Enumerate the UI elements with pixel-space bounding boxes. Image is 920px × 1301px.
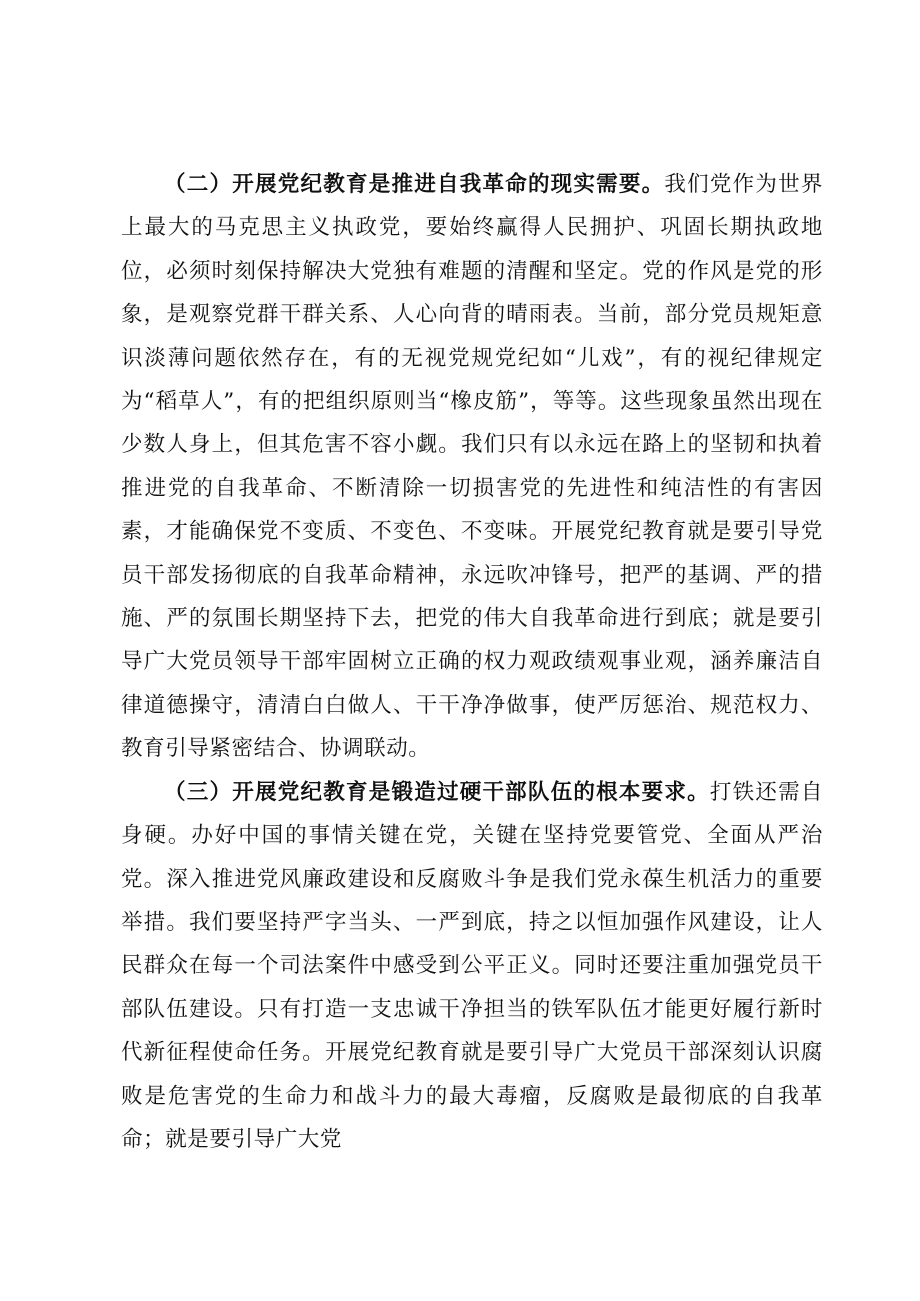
- paragraph-3: [121, 771, 823, 1162]
- paragraph-2-text: 我们党作为世界上最大的马克思主义执政党，要始终赢得人民拥护、巩固长期执政地位，必须时刻保持解决大党独有难题的清醒和坚定。党的作风是党的形象，是观察党群干群关系、人心向背的晴雨表。当前，部分党员规矩意识淡薄问题依然存在，有的无视党规党纪如“儿戏”，有的视纪律规定为“稻草人”，有的把组织原则当“橡皮筋”，等等。这些现象虽然出现在少数人身上，但其危害不容小觑。我们只有以永远在路上的坚韧和执着推进党的自我革命、不断清除一切损害党的先进性和纯洁性的有害因素，才能确保党不变质、不变色、不变味。开展党纪教育就是要引导党员干部发扬彻底的自我革命精神，永远吹冲锋号，把严的基调、严的措施、严的氛围长期坚持下去，把党的伟大自我革命进行到底；就是要引导广大党员领导干部牢固树立正确的权力观政绩观事业观，涵养廉洁自律道德操守，清清白白做人、干干净净做事，使严厉惩治、规范权力、教育引导紧密结合、协调联动。: [121, 172, 824, 762]
- document-body: [121, 163, 823, 1161]
- paragraph-3-heading: （三）开展党纪教育是锻造过硬干部队伍的根本要求。: [164, 779, 710, 805]
- paragraph-3-text: 打铁还需自身硬。办好中国的事情关键在党，关键在坚持党要管党、全面从严治党。深入推进党风廉政建设和反腐败斗争是我们党永葆生机活力的重要举措。我们要坚持严字当头、一严到底，持之以恒加强作风建设，让人民群众在每一个司法案件中感受到公平正义。同时还要注重加强党员干部队伍建设。只有打造一支忠诚干净担当的铁军队伍才能更好履行新时代新征程使命任务。开展党纪教育就是要引导广大党员干部深刻认识腐败是危害党的生命力和战斗力的最大毒瘤，反腐败是最彻底的自我革命；就是要引导广大党: [121, 779, 823, 1152]
- paragraph-2: [121, 163, 823, 771]
- paragraph-2-heading: （二）开展党纪教育是推进自我革命的现实需要。: [164, 172, 665, 197]
